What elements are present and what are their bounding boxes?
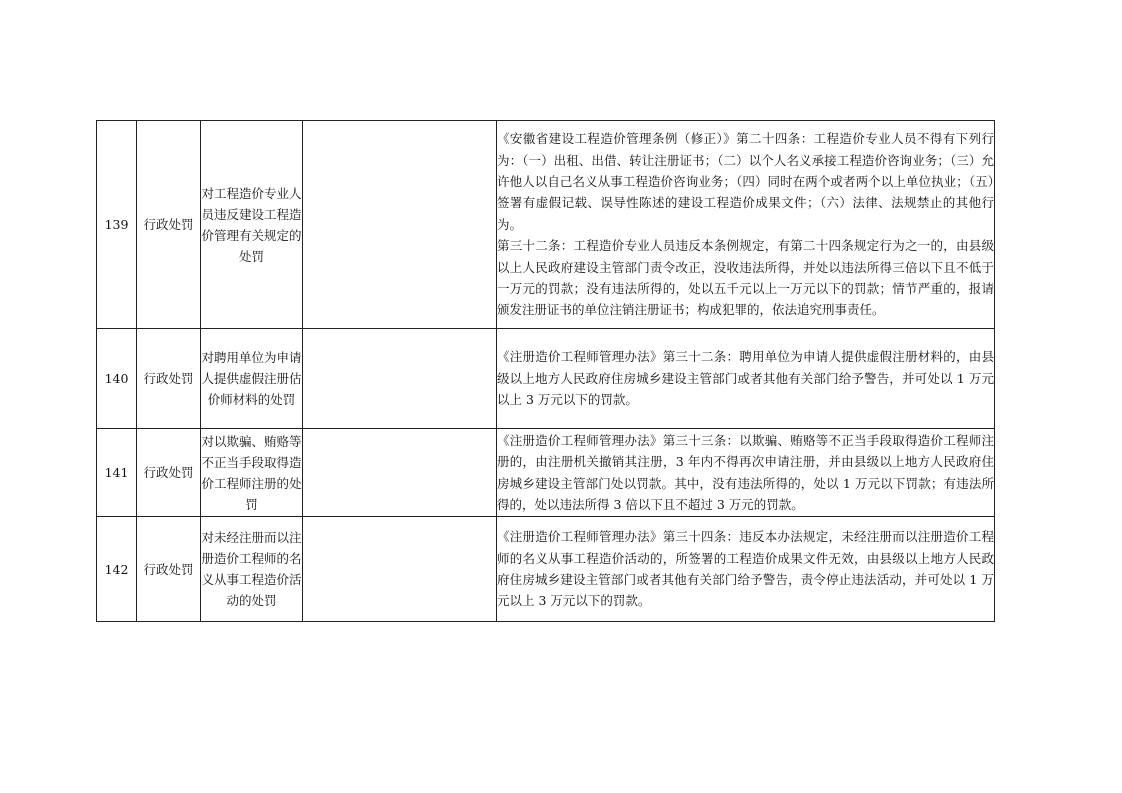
- penalty-table: [96, 120, 995, 622]
- table-row: [97, 429, 995, 517]
- penalty-category: 行政处罚: [137, 121, 201, 329]
- legal-basis-paragraph: 《注册造价工程师管理办法》第三十三条：以欺骗、贿赂等不正当手段取得造价工程师注册的，由注册机关撤销其注册，3 年内不得再次申请注册，并由县级以上地方人民政府住房城乡建设主管部门处以罚款。其中，没有违法所得的，处以 1 万元以下罚款；有违法所得的，处以违法所得 3 倍以下且不超过 3 万元的罚款。: [497, 432, 994, 512]
- legal-basis: [497, 121, 995, 329]
- penalty-item: 对工程造价专业人员违反建设工程造价管理有关规定的处罚: [201, 121, 303, 329]
- legal-basis-paragraph: 《注册造价工程师管理办法》第三十二条：聘用单位为申请人提供虚假注册材料的，由县级以上地方人民政府住房城乡建设主管部门或者其他有关部门给予警告，并可处以 1 万元以上 3 万元以下的罚款。: [497, 349, 994, 408]
- empty-cell: [303, 329, 497, 429]
- row-number: 139: [97, 121, 137, 329]
- empty-cell: [303, 517, 497, 622]
- legal-basis-paragraph: 《安徽省建设工程造价管理条例（修正）》第二十四条：工程造价专业人员不得有下列行为：（一）出租、出借、转让注册证书；（二）以个人名义承接工程造价咨询业务；（三）允许他人以自己名义从事工程造价咨询业务；（四）同时在两个或者两个以上单位执业；（五）签署有虚假记载、误导性陈述的建设工程造价成果文件；（六）法律、法规禁止的其他行为。: [497, 131, 994, 232]
- row-number: 141: [97, 429, 137, 517]
- penalty-category: 行政处罚: [137, 329, 201, 429]
- table-row: [97, 517, 995, 622]
- row-number: 140: [97, 329, 137, 429]
- penalty-category: 行政处罚: [137, 429, 201, 517]
- table-row: [97, 329, 995, 429]
- penalty-item: 对以欺骗、贿赂等不正当手段取得造价工程师注册的处罚: [201, 429, 303, 517]
- penalty-item: 对聘用单位为申请人提供虚假注册估价师材料的处罚: [201, 329, 303, 429]
- penalty-category: 行政处罚: [137, 517, 201, 622]
- legal-basis: [497, 429, 995, 517]
- legal-basis-paragraph: 《注册造价工程师管理办法》第三十四条：违反本办法规定，未经注册而以注册造价工程师的名义从事工程造价活动的，所签署的工程造价成果文件无效，由县级以上地方人民政府住房城乡建设主管部门或者其他有关部门给予警告，责令停止违法活动，并可处以 1 万元以上 3 万元以下的罚款。: [497, 529, 994, 609]
- penalty-item: 对未经注册而以注册造价工程师的名义从事工程造价活动的处罚: [201, 517, 303, 622]
- legal-basis: [497, 517, 995, 622]
- table-row: [97, 121, 995, 329]
- legal-basis: [497, 329, 995, 429]
- legal-basis-paragraph: 第三十二条：工程造价专业人员违反本条例规定，有第二十四条规定行为之一的，由县级以上人民政府建设主管部门责令改正，没收违法所得，并处以违法所得三倍以下且不低于一万元的罚款；没有违法所得的，处以五千元以上一万元以下的罚款；情节严重的，报请颁发注册证书的单位注销注册证书；构成犯罪的，依法追究刑事责任。: [497, 238, 994, 318]
- empty-cell: [303, 429, 497, 517]
- empty-cell: [303, 121, 497, 329]
- row-number: 142: [97, 517, 137, 622]
